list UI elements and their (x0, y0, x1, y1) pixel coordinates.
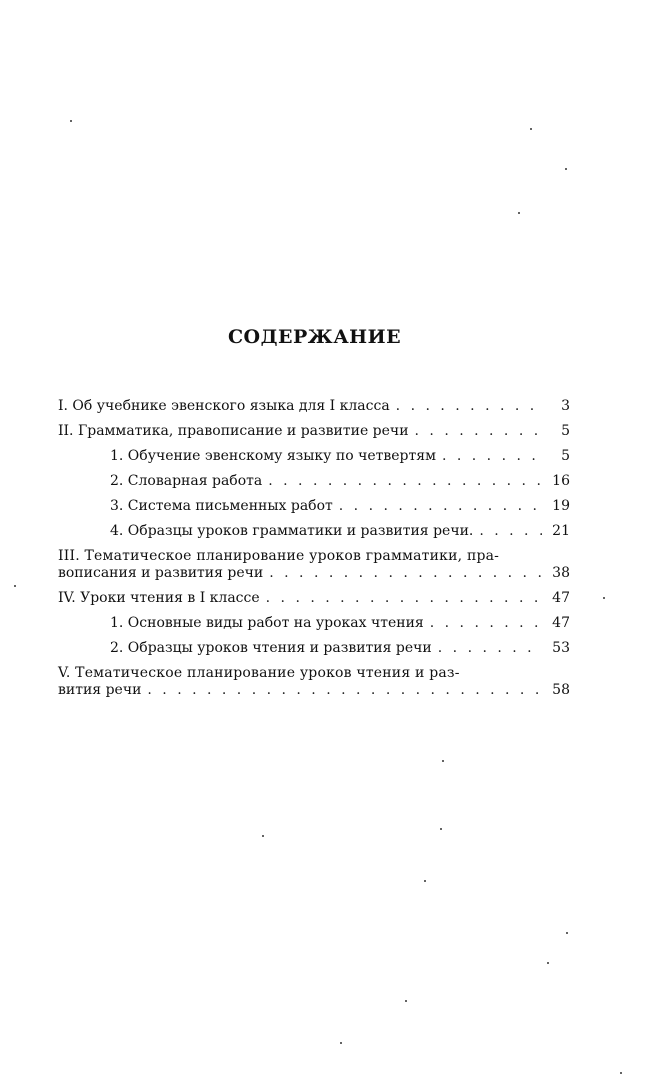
toc-entry[interactable] (58, 590, 570, 607)
toc-entry-label-line1: III. Тематическое планирование уроков грамматики, пра- (58, 548, 500, 564)
toc-entry-label: 1. Обучение эвенскому языку по четвертям (110, 448, 436, 464)
scan-speck (14, 585, 16, 587)
toc-page-number: 19 (552, 498, 570, 514)
toc-page-number: 21 (552, 523, 570, 539)
toc-entry-label: 1. Основные виды работ на уроках чтения (110, 615, 424, 631)
dot-leader (430, 615, 542, 632)
dot-leader (442, 448, 542, 465)
toc-subentry[interactable] (58, 523, 570, 540)
toc-subentry[interactable] (58, 448, 570, 465)
toc-entry[interactable] (58, 398, 570, 415)
scan-speck (566, 932, 568, 934)
toc-entry-label: 4. Образцы уроков грамматики и развития речи. (110, 523, 474, 539)
toc-entry-label-line2: вития речи (58, 682, 142, 698)
dot-leader (396, 398, 542, 415)
toc-entry-label: IV. Уроки чтения в I классе (58, 590, 260, 606)
toc-subentry[interactable] (58, 615, 570, 632)
dot-leader (415, 423, 542, 440)
toc-entry-label-line1: V. Тематическое планирование уроков чтения и раз- (58, 665, 460, 681)
toc-page-number: 16 (552, 473, 570, 489)
scan-speck (565, 168, 567, 170)
toc-page-number: 5 (561, 423, 570, 439)
toc-entry-label-line2: вописания и развития речи (58, 565, 264, 581)
dot-leader (438, 640, 542, 657)
scan-speck (70, 120, 72, 122)
scan-speck (405, 1000, 407, 1002)
dot-leader (147, 682, 542, 699)
toc-page-number: 38 (552, 565, 570, 581)
toc-entry[interactable] (58, 548, 570, 582)
toc-entry-label: 2. Словарная работа (110, 473, 263, 489)
scan-speck (442, 760, 444, 762)
toc-entry[interactable] (58, 665, 570, 699)
toc-entry-label: 3. Система письменных работ (110, 498, 333, 514)
dot-leader (269, 565, 542, 582)
toc-entry[interactable] (58, 423, 570, 440)
scan-speck (424, 880, 426, 882)
toc-page-number: 3 (561, 398, 570, 414)
toc-subentry[interactable] (58, 640, 570, 657)
toc-page-number: 47 (552, 590, 570, 606)
scan-speck (440, 828, 442, 830)
toc-entry-label: I. Об учебнике эвенского языка для I класса (58, 398, 390, 414)
toc-entry-label: 2. Образцы уроков чтения и развития речи (110, 640, 432, 656)
dot-leader (268, 473, 542, 490)
scan-speck (603, 597, 605, 599)
scan-speck (262, 835, 264, 837)
dot-leader (479, 523, 542, 540)
toc-entry-label: II. Грамматика, правописание и развитие речи (58, 423, 409, 439)
dot-leader (266, 590, 542, 607)
scan-speck (547, 962, 549, 964)
page-title: СОДЕРЖАНИЕ (227, 326, 402, 348)
toc-page-number: 53 (552, 640, 570, 656)
toc-subentry[interactable] (58, 473, 570, 490)
scan-speck (620, 1072, 622, 1074)
toc-page-number: 5 (561, 448, 570, 464)
dot-leader (339, 498, 542, 515)
scan-speck (530, 128, 532, 130)
toc-page-number: 58 (552, 682, 570, 698)
toc-subentry[interactable] (58, 498, 570, 515)
toc-page-number: 47 (552, 615, 570, 631)
scan-speck (340, 1042, 342, 1044)
scan-speck (518, 212, 520, 214)
table-of-contents (58, 398, 570, 707)
